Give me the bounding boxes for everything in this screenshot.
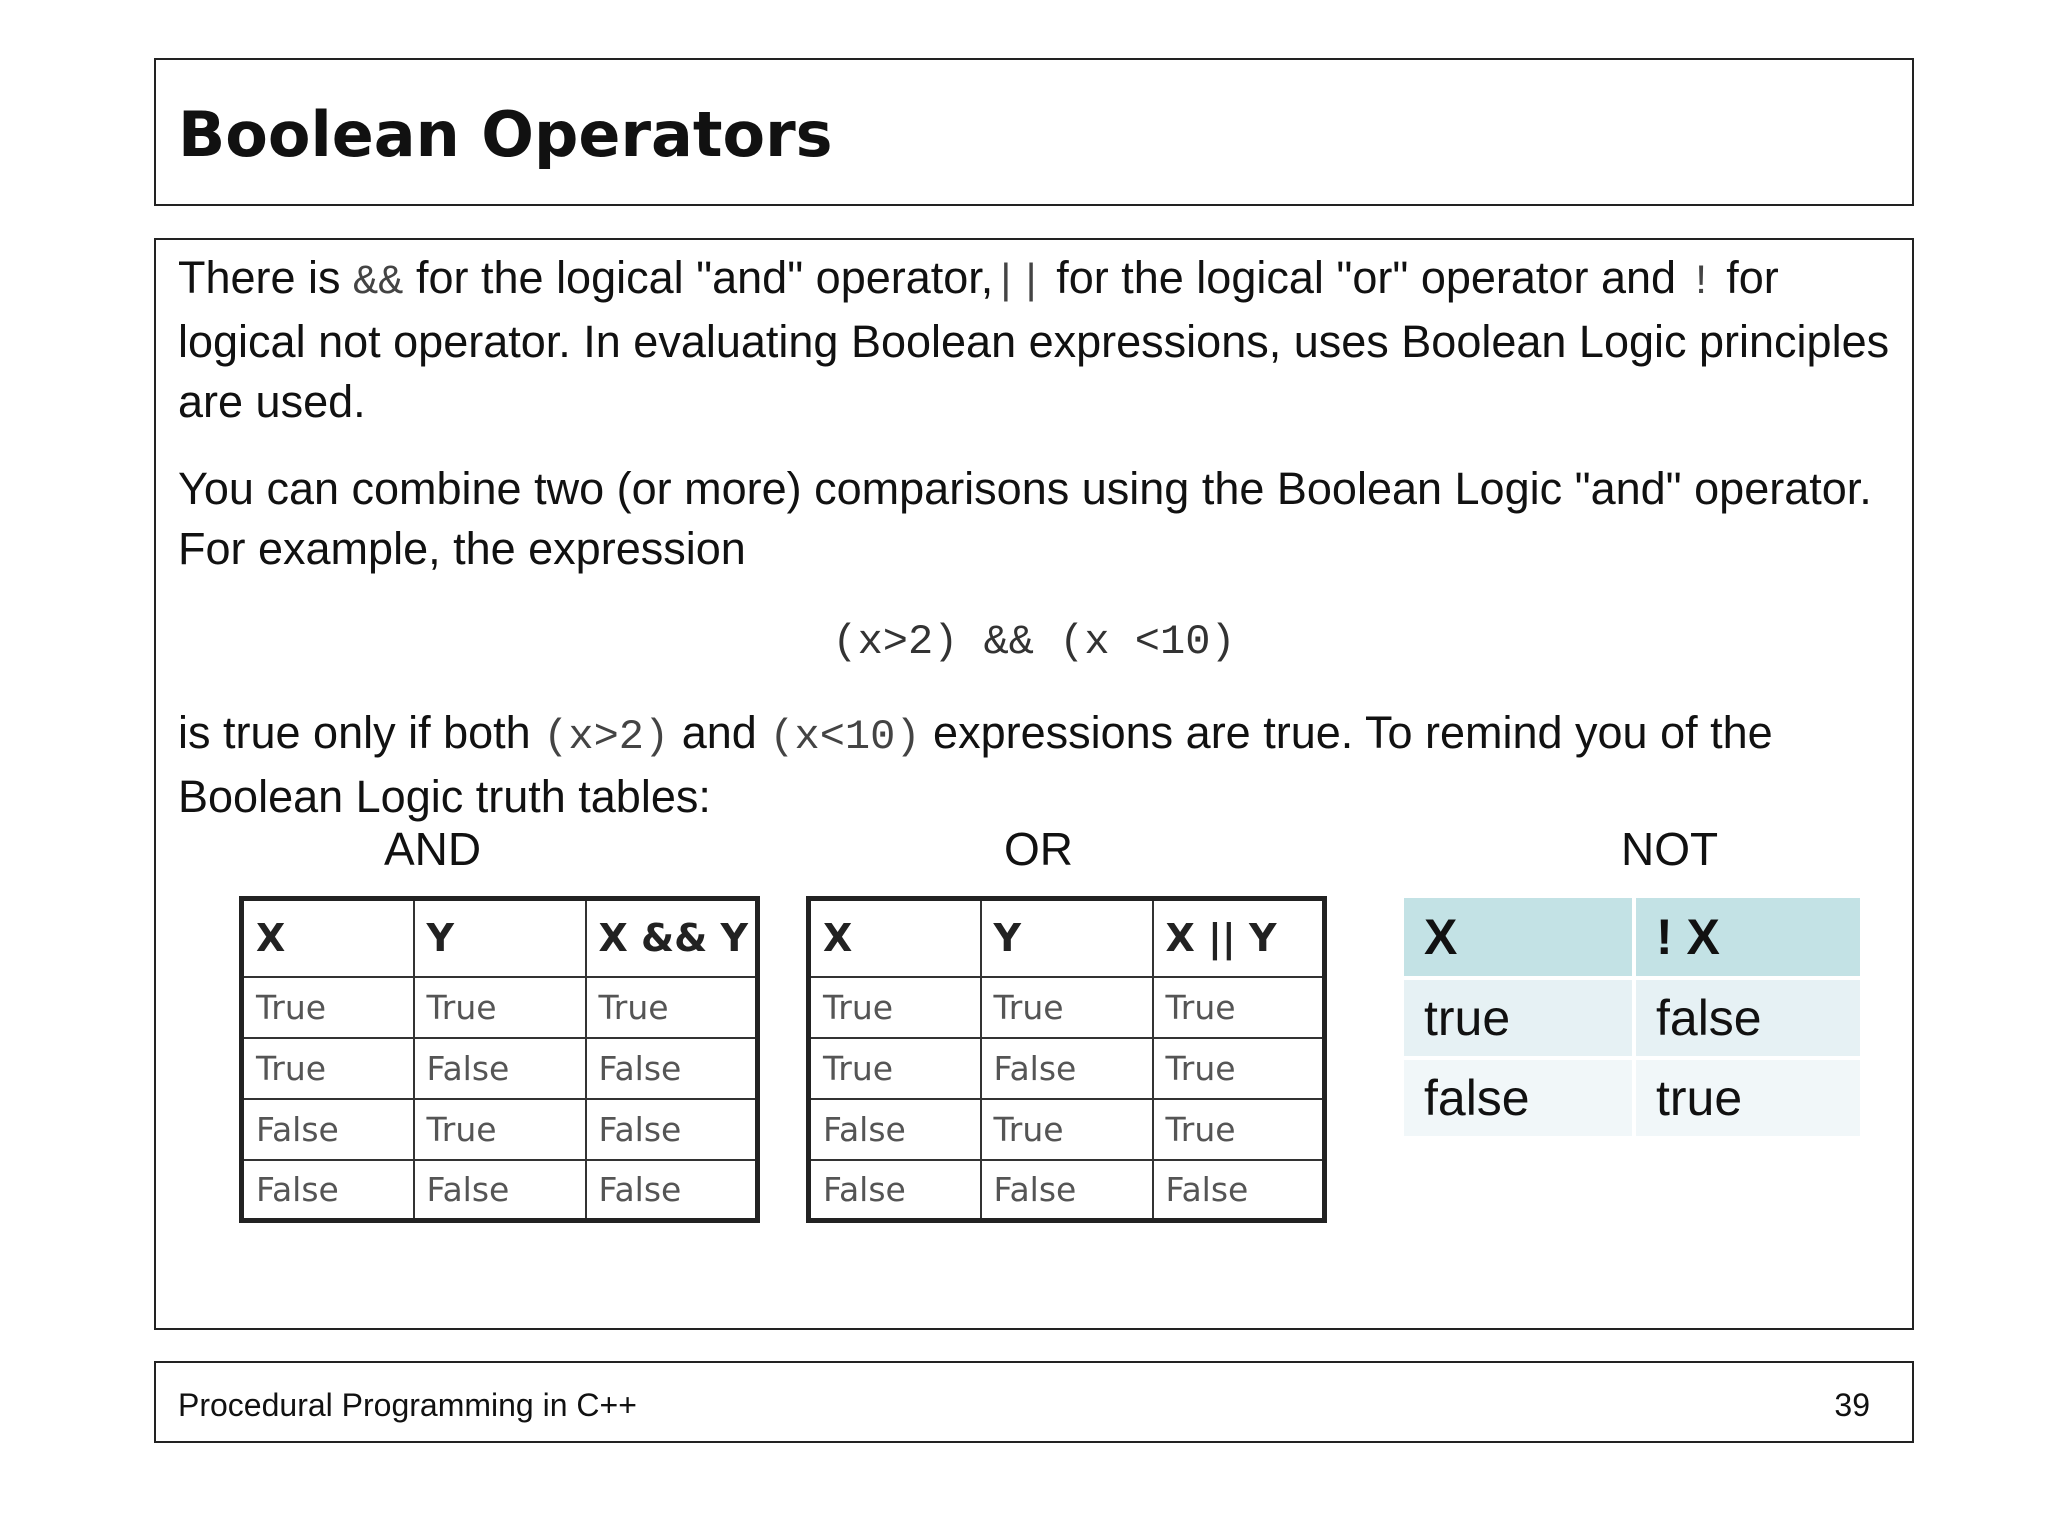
table-cell: True — [809, 1038, 981, 1099]
table-row — [1404, 1060, 1860, 1136]
not-table-label: NOT — [1621, 823, 1719, 875]
header-cell: X — [242, 899, 414, 977]
table-cell: false — [1632, 980, 1860, 1056]
p1-text-3: for the logical "or" operator and — [1043, 252, 1689, 303]
table-cell: False — [1153, 1160, 1325, 1221]
table-cell: False — [809, 1099, 981, 1160]
table-cell: False — [981, 1038, 1153, 1099]
table-cell: True — [1153, 977, 1325, 1038]
table-cell: False — [586, 1099, 758, 1160]
table-header-row — [1404, 898, 1860, 976]
header-cell: X && Y — [586, 899, 758, 977]
footer — [154, 1361, 1914, 1443]
table-cell: False — [242, 1160, 414, 1221]
header-cell: X || Y — [1153, 899, 1325, 977]
table-cell: False — [586, 1160, 758, 1221]
table-row — [809, 1038, 1325, 1099]
table-cell: True — [414, 977, 586, 1038]
not-operator-code: ! — [1688, 258, 1714, 306]
or-truth-table — [806, 896, 1327, 1223]
and-truth-table — [239, 896, 760, 1223]
or-table-label: OR — [1004, 823, 1073, 875]
table-cell: True — [414, 1099, 586, 1160]
table-cell: False — [586, 1038, 758, 1099]
header-cell: X — [809, 899, 981, 977]
paragraph-explanation — [178, 703, 1908, 827]
title-box — [154, 58, 1914, 206]
and-table-label: AND — [384, 823, 482, 875]
footer-course-title: Procedural Programming in C++ — [178, 1387, 637, 1423]
table-cell: True — [586, 977, 758, 1038]
p1-text-1: There is — [178, 252, 354, 303]
page-number: 39 — [1834, 1387, 1870, 1423]
header-cell: X — [1404, 898, 1632, 976]
table-cell: True — [242, 1038, 414, 1099]
table-cell: False — [242, 1099, 414, 1160]
p1-text-4: for logical not operator. In evaluating Boolean expressions, uses Boolean Logic principles are used. — [178, 252, 1890, 427]
table-row — [809, 1160, 1325, 1221]
expr-x-gt-2: (x>2) — [543, 713, 670, 761]
table-header-row — [242, 899, 758, 977]
table-cell: True — [981, 977, 1153, 1038]
table-cell: True — [1153, 1099, 1325, 1160]
table-cell: True — [242, 977, 414, 1038]
p3-text-3: expressions are true. To remind you of the Boolean Logic truth tables: — [178, 707, 1773, 822]
p3-text-2: and — [669, 707, 770, 758]
example-expression: (x>2) && (x <10) — [832, 618, 1236, 666]
table-row — [242, 1038, 758, 1099]
table-row — [242, 977, 758, 1038]
table-cell: True — [981, 1099, 1153, 1160]
content-box — [154, 238, 1914, 1330]
paragraph-operators — [178, 248, 1908, 432]
table-row — [242, 1160, 758, 1221]
table-row — [809, 1099, 1325, 1160]
table-cell: False — [414, 1160, 586, 1221]
table-header-row — [809, 899, 1325, 977]
table-row — [809, 977, 1325, 1038]
table-cell: false — [1404, 1060, 1632, 1136]
table-row — [1404, 980, 1860, 1056]
header-cell: Y — [981, 899, 1153, 977]
header-cell: Y — [414, 899, 586, 977]
p1-text-2: for the logical "and" operator, — [403, 252, 994, 303]
header-cell: ! X — [1632, 898, 1860, 976]
table-cell: False — [414, 1038, 586, 1099]
slide-title: Boolean Operators — [178, 98, 833, 171]
paragraph-combine: You can combine two (or more) comparisons using the Boolean Logic "and" operator. For example, the expression — [178, 463, 1872, 574]
table-cell: True — [1153, 1038, 1325, 1099]
table-cell: True — [809, 977, 981, 1038]
table-cell: False — [809, 1160, 981, 1221]
and-operator-code: && — [353, 258, 404, 306]
expr-x-lt-10: (x<10) — [769, 713, 921, 761]
table-cell: False — [981, 1160, 1153, 1221]
table-row — [242, 1099, 758, 1160]
table-cell: true — [1404, 980, 1632, 1056]
p3-text-1: is true only if both — [178, 707, 544, 758]
or-operator-code: || — [993, 258, 1044, 306]
table-cell: true — [1632, 1060, 1860, 1136]
not-truth-table — [1404, 894, 1860, 1140]
